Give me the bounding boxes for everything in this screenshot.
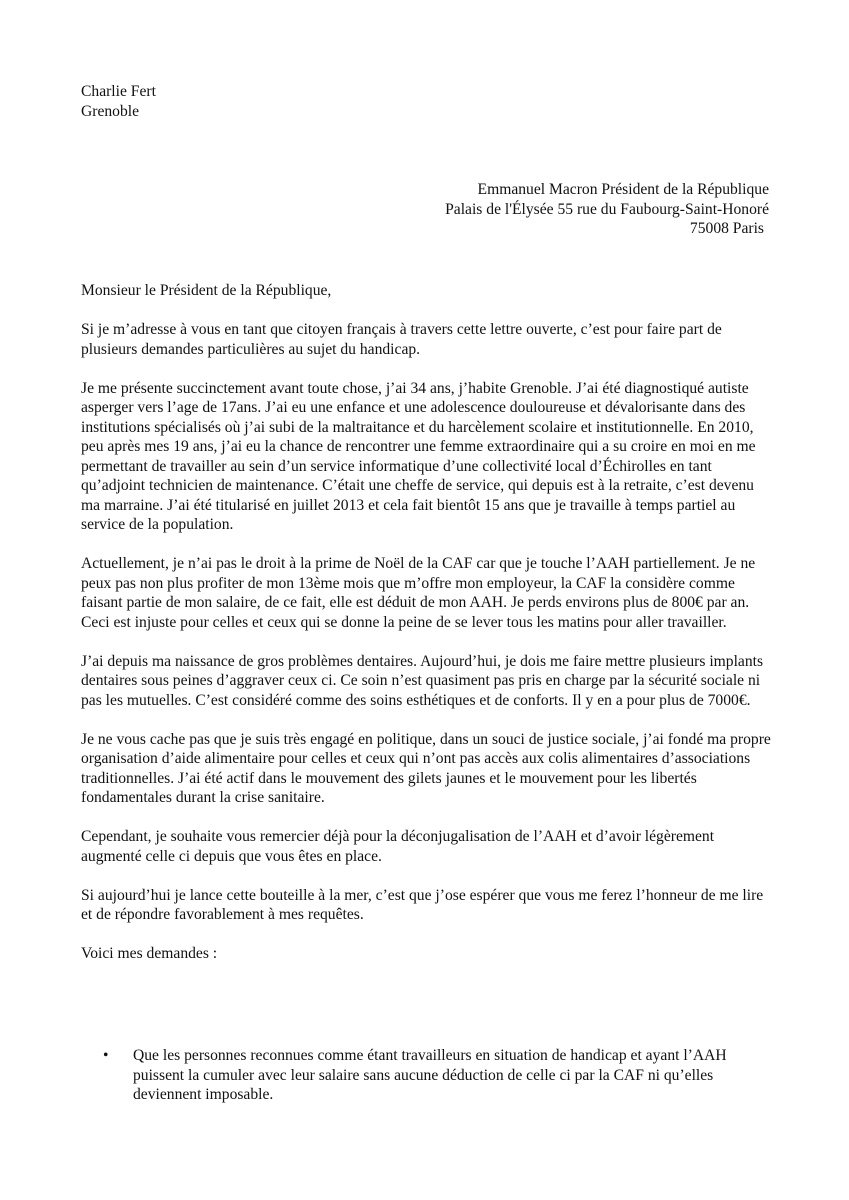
paragraph-dental: J’ai depuis ma naissance de gros problèmes dentaires. Aujourd’hui, je dois me faire mettre plusieurs implants dentaires sous peines d’aggraver ceux ci. Ce soin n’est quasiment pas pris en charge par la sécurité sociale ni pas les mutuelles. C’est considéré comme des soins esthétiques et de conforts. Il y en a pour plus de 7000€.: [81, 652, 764, 709]
paragraph-hope: Si aujourd’hui je lance cette bouteille à la mer, c’est que j’ose espérer que vous me ferez l’honneur de me lire et de répondre favorablement à mes requêtes.: [81, 886, 764, 923]
recipient-block: [349, 180, 769, 239]
sender-name: Charlie Fert: [81, 83, 156, 100]
list-item: [81, 1046, 771, 1105]
paragraph-caf: Actuellement, je n’ai pas le droit à la prime de Noël de la CAF car que je touche l’AAH partiellement. Je ne peux pas non plus profiter de mon 13ème mois que m’offre mon employeur, la CAF la considère comme faisant partie de mon salaire, de ce fait, elle est déduit de mon AAH. Je perds environs plus de 800€ par an. Ceci est injuste pour celles et ceux qui se donne la peine de se lever tous les matins pour aller travailler.: [81, 555, 756, 631]
paragraph-engagement: Je ne vous cache pas que je suis très engagé en politique, dans un souci de justice sociale, j’ai fondé ma propre organisation d’aide alimentaire pour celles et ceux qui n’ont pas accès aux colis alimentaires d’associations traditionnelles. J’ai été actif dans le mouvement des gilets jaunes et le mouvement pour les libertés fondamentales durant la crise sanitaire.: [81, 730, 771, 806]
paragraph-demands-intro: Voici mes demandes :: [81, 945, 218, 962]
sender-block: [81, 82, 156, 121]
recipient-name: Emmanuel Macron Président de la République: [477, 181, 769, 198]
recipient-address: Palais de l'Élysée 55 rue du Faubourg-Saint-Honoré: [445, 200, 769, 218]
paragraph-thanks: Cependant, je souhaite vous remercier déjà pour la déconjugalisation de l’AAH et d’avoir légèrement augmenté celle ci depuis que vous êtes en place.: [81, 828, 715, 865]
recipient-postcode: 75008 Paris: [689, 220, 764, 237]
demands-list: [81, 1046, 771, 1105]
paragraph-intro: Si je m’adresse à vous en tant que citoyen français à travers cette lettre ouverte, c’est pour faire part de plusieurs demandes particulières au sujet du handicap.: [81, 321, 722, 358]
demand-text: Que les personnes reconnues comme étant travailleurs en situation de handicap et ayant l’AAH puissent la cumuler avec leur salaire sans aucune déduction de celle ci par la CAF ni qu’elles deviennent imposable.: [133, 1047, 727, 1103]
sender-city: Grenoble: [81, 102, 140, 120]
bullet-icon: •: [103, 1047, 109, 1064]
letter-body: [81, 320, 771, 983]
salutation: Monsieur le Président de la République,: [81, 282, 332, 299]
paragraph-presentation: Je me présente succinctement avant toute chose, j’ai 34 ans, j’habite Grenoble. J’ai été diagnostiqué autiste asperger vers l’age de 17ans. J’ai eu une enfance et une adolescence douloureuse et dévalorisante dans des institutions spécialisés où j’ai subi de la maltraitance et du harcèlement scolaire et institutionnelle. En 2010, peu après mes 19 ans, j’ai eu la chance de rencontrer une femme extraordinaire qui a su croire en moi en me permettant de travailler au sein d’un service informatique d’une collectivité local d’Échirolles en tant qu’adjoint technicien de maintenance. C’était une cheffe de service, qui depuis est à la retraite, c’est devenu ma marraine. J’ai été titularisé en juillet 2013 et cela fait bientôt 15 ans que je travaille à temps partiel au service de la population.: [81, 379, 756, 533]
